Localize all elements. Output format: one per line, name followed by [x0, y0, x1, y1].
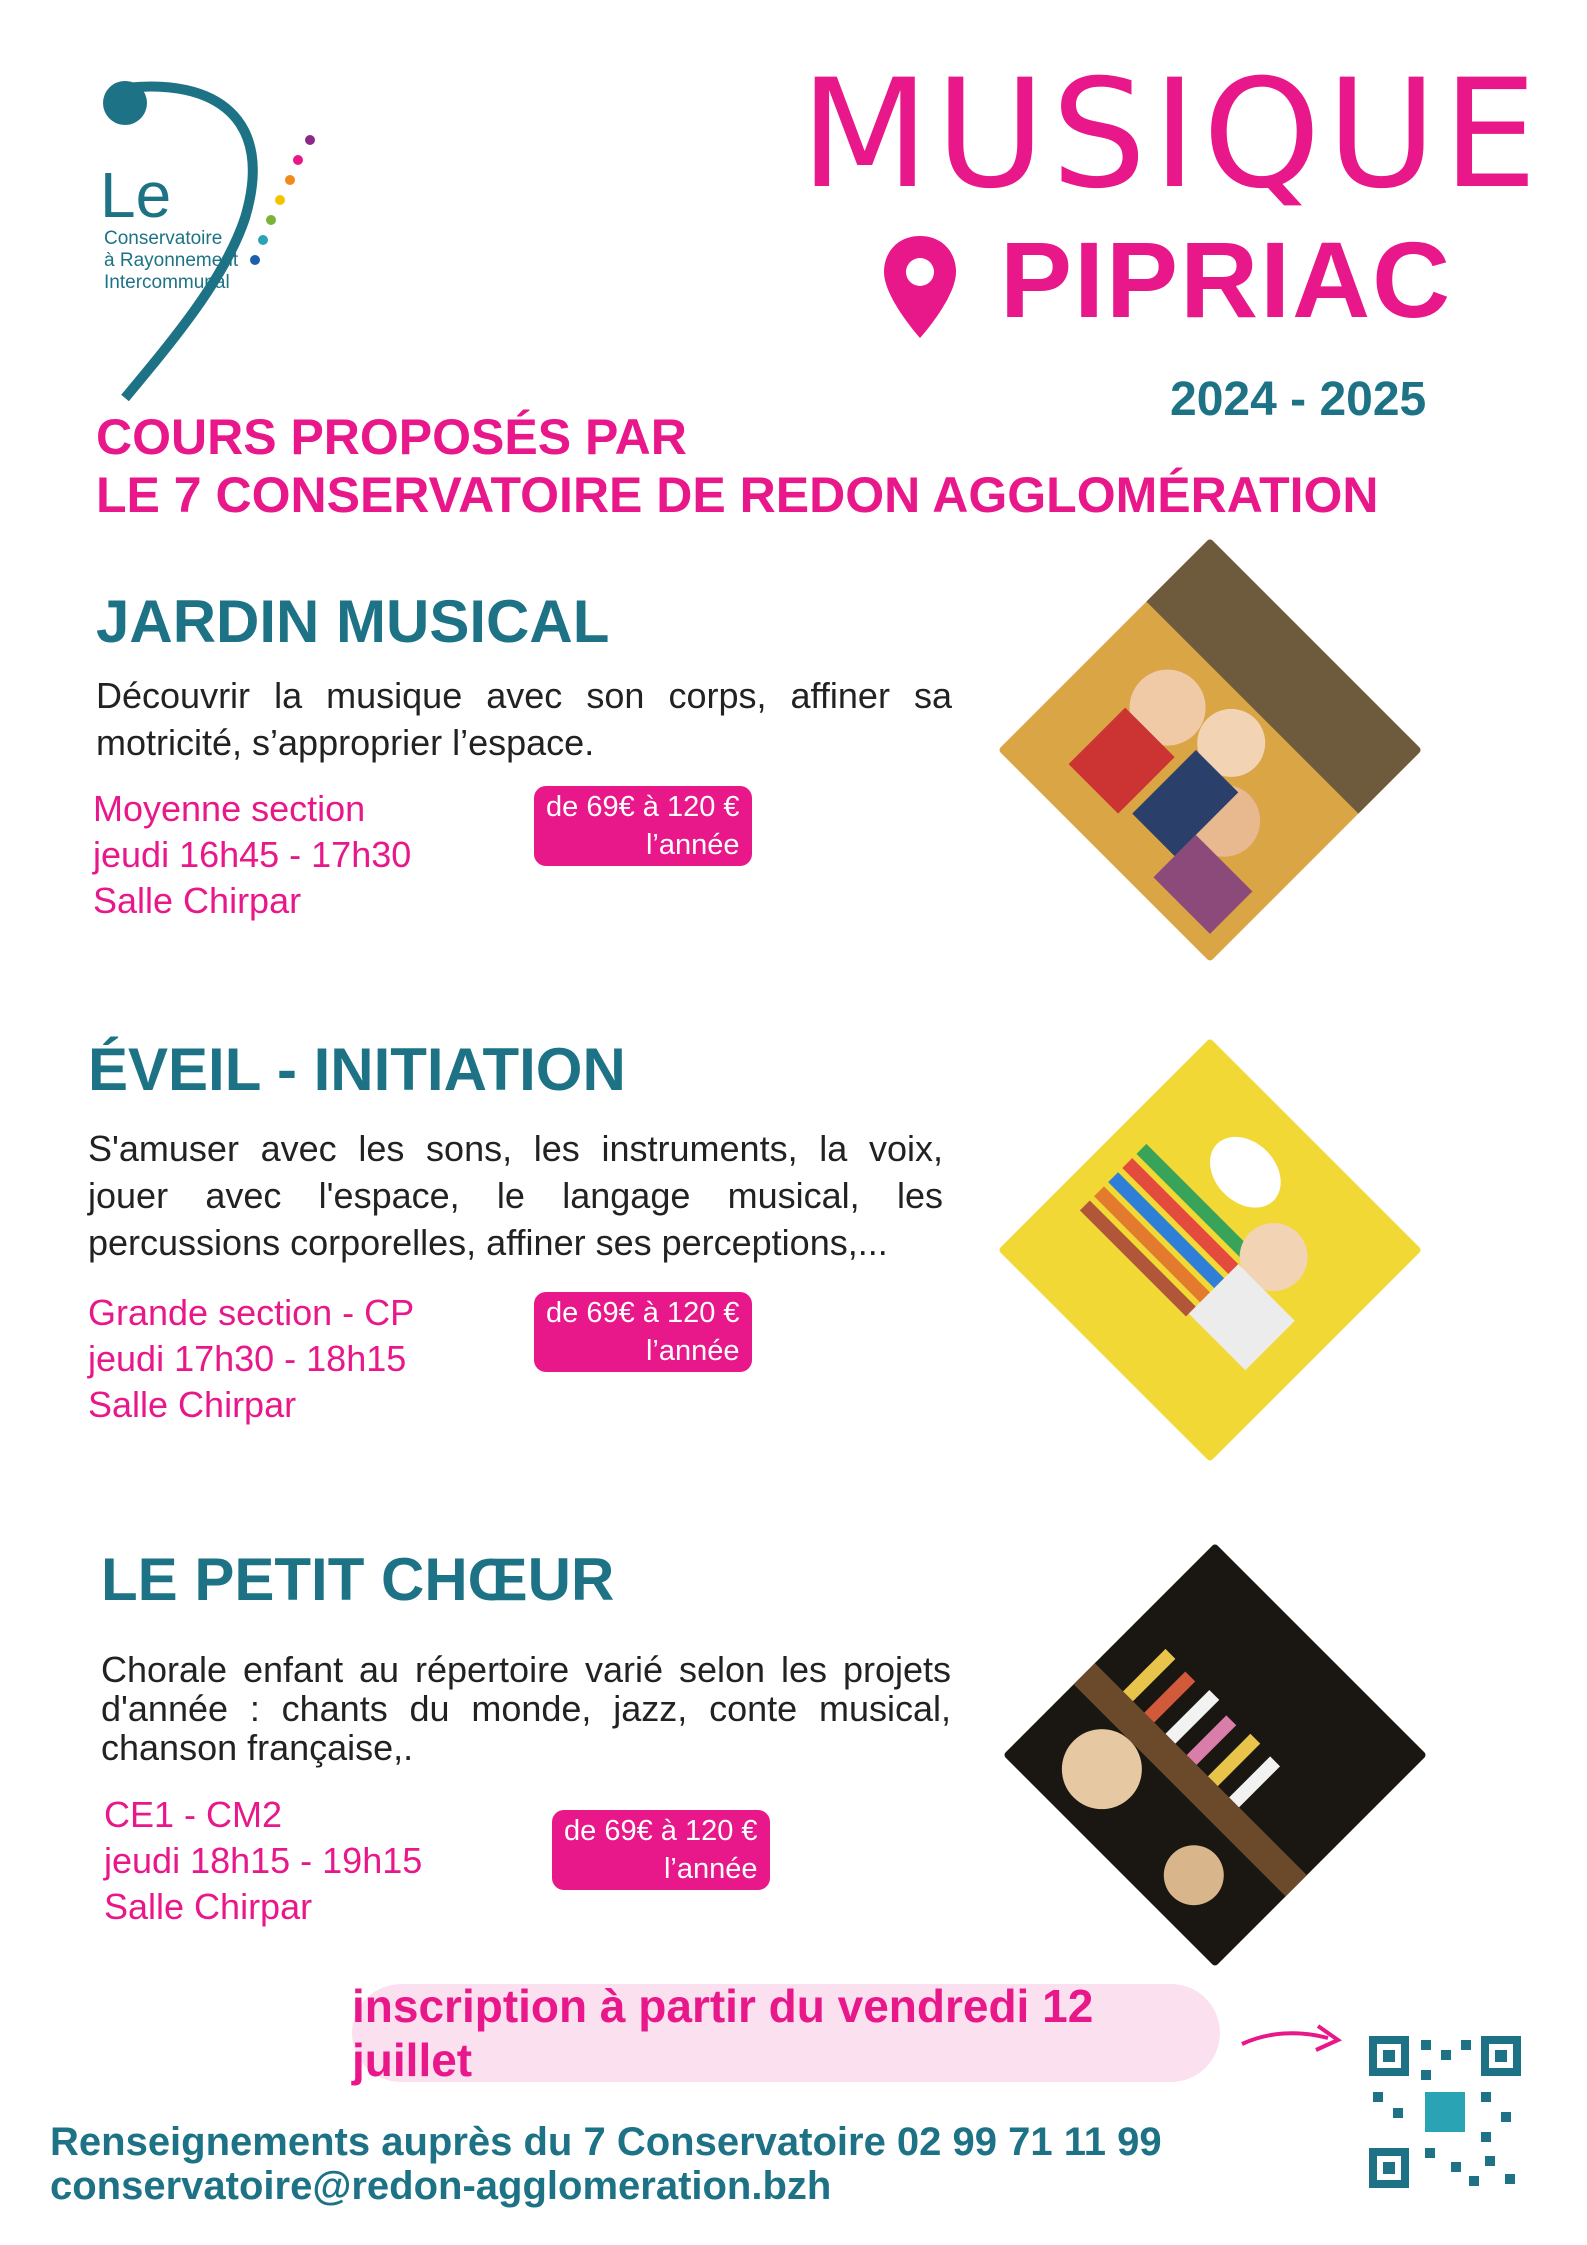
- photo-eveil: [998, 1038, 1422, 1462]
- photo-jardin: [998, 538, 1422, 962]
- venue: Salle Chirpar: [104, 1886, 313, 1927]
- level: Grande section - CP: [88, 1292, 415, 1333]
- section-title-choeur: LE PETIT CHŒUR: [101, 1546, 615, 1613]
- logo-le-text: Le: [100, 159, 172, 231]
- intro-line-2: LE 7 CONSERVATOIRE DE REDON AGGLOMÉRATION: [96, 467, 1379, 523]
- schedule: jeudi 18h15 - 19h15: [104, 1840, 423, 1881]
- venue: Salle Chirpar: [88, 1384, 297, 1425]
- price-period: l’année: [645, 829, 740, 861]
- logo-subtitle: [104, 228, 238, 294]
- season-year: 2024 - 2025: [1170, 373, 1427, 426]
- contact-email[interactable]: conservatoire@redon-agglomeration.bzh: [50, 2164, 832, 2208]
- photo-choeur: [1003, 1543, 1427, 1967]
- logo-line-1: Conservatoire: [104, 228, 223, 249]
- schedule: jeudi 16h45 - 17h30: [93, 834, 412, 875]
- section-title-jardin: JARDIN MUSICAL: [96, 588, 610, 655]
- intro-line-1: COURS PROPOSÉS PAR: [96, 409, 687, 465]
- qr-code[interactable]: [1365, 2032, 1525, 2192]
- registration-banner[interactable]: inscription à partir du vendredi 12 juillet: [352, 1984, 1220, 2082]
- location-pin-icon: [880, 232, 960, 342]
- price-range: de 69€ à 120 €: [564, 1815, 758, 1847]
- intro-heading: [96, 408, 1379, 524]
- price-range: de 69€ à 120 €: [546, 1297, 740, 1329]
- section-text-choeur: Chorale enfant au répertoire varié selon les projets d'année : chants du monde, jazz, conte musical, chanson française,.: [101, 1649, 951, 1768]
- section-text-eveil: S'amuser avec les sons, les instruments, la voix, jouer avec l'espace, le langage musical, les percussions corporelles, affiner ses perceptions,...: [88, 1128, 943, 1263]
- section-info-eveil: [88, 1290, 414, 1428]
- section-info-jardin: [93, 786, 411, 924]
- contact-phone-line: Renseignements auprès du 7 Conservatoire 02 99 71 11 99: [50, 2120, 1162, 2164]
- logo-line-2: à Rayonnement: [104, 250, 239, 271]
- venue: Salle Chirpar: [93, 880, 302, 921]
- logo-line-3: Intercommunal: [104, 272, 230, 293]
- price-range: de 69€ à 120 €: [546, 791, 740, 823]
- schedule: jeudi 17h30 - 18h15: [88, 1338, 407, 1379]
- price-badge: [552, 1810, 770, 1890]
- city-name: PIPRIAC: [1000, 219, 1453, 340]
- arrow-right-icon: [1238, 2010, 1348, 2070]
- level: CE1 - CM2: [104, 1794, 283, 1835]
- price-badge: [534, 786, 752, 866]
- price-period: l’année: [645, 1335, 740, 1367]
- level: Moyenne section: [93, 788, 366, 829]
- section-title-eveil: ÉVEIL - INITIATION: [88, 1036, 626, 1103]
- section-info-choeur: [104, 1792, 422, 1930]
- page-title: MUSIQUE: [800, 48, 1544, 222]
- section-text-jardin: Découvrir la musique avec son corps, affiner sa motricité, s’approprier l’espace.: [96, 675, 952, 763]
- price-period: l’année: [663, 1853, 758, 1885]
- price-badge: [534, 1292, 752, 1372]
- contact-info: [50, 2120, 1162, 2208]
